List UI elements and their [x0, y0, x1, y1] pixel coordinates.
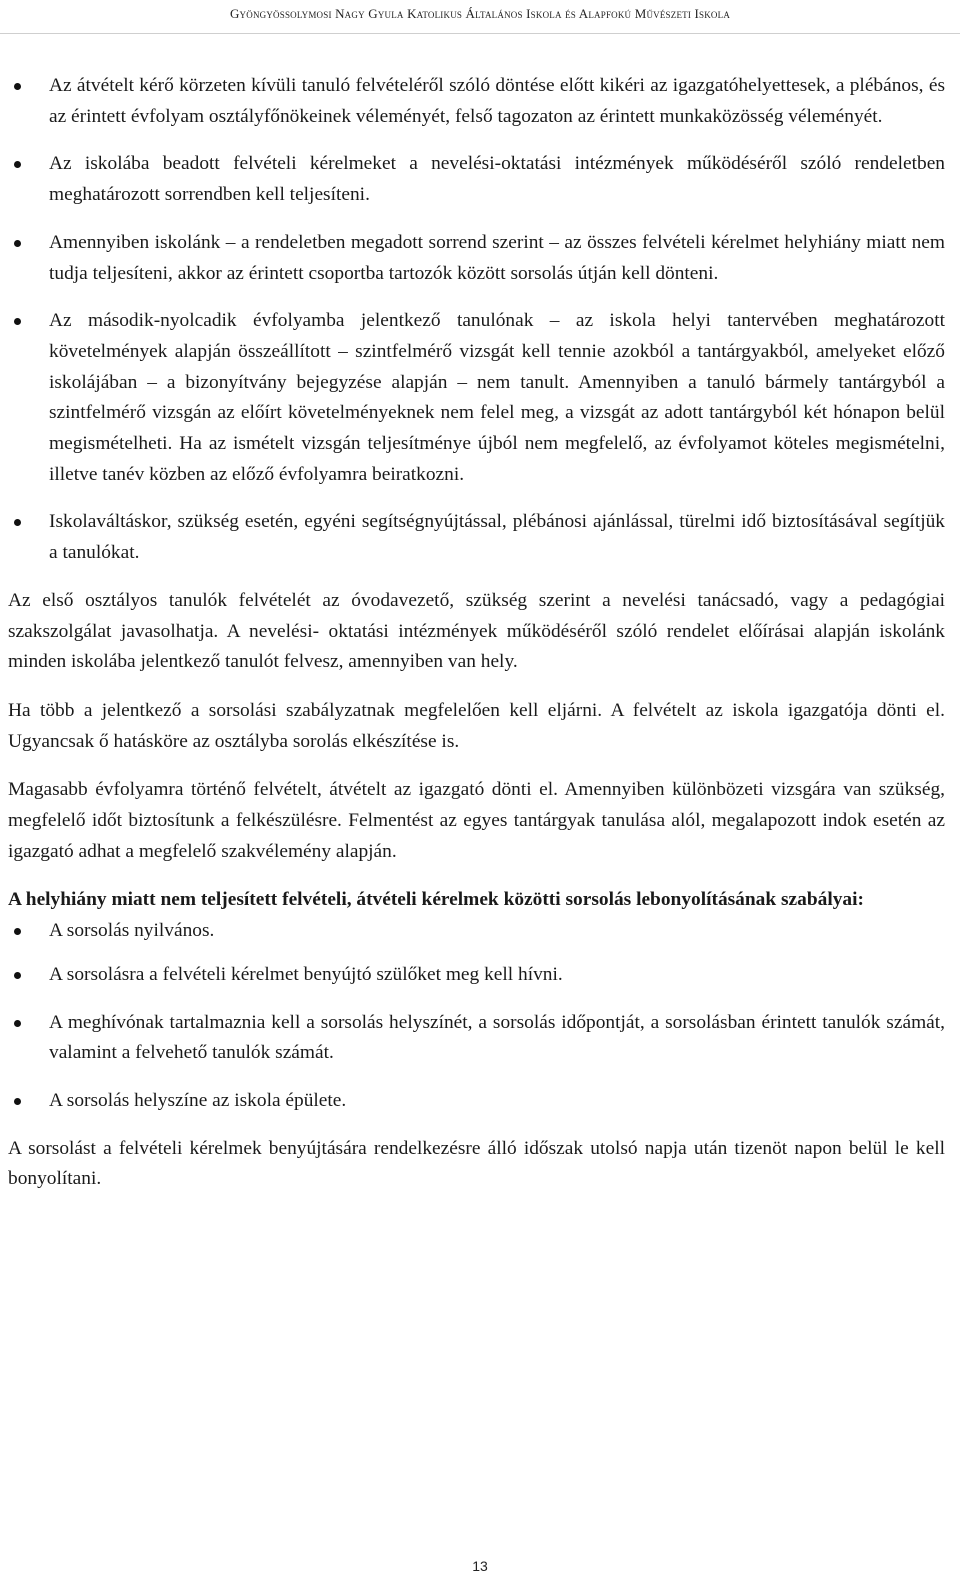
list-item: Amennyiben iskolánk – a rendeletben megadott sorrend szerint – az összes felvételi kérelmet helyhiány miatt nem tudja teljesíteni, akkor az érintett csoportba tartozók között sorsolás útján kell dönteni.: [8, 228, 945, 289]
bullet-icon: [14, 161, 21, 168]
list-item: Iskolaváltáskor, szükség esetén, egyéni segítségnyújtással, plébánosi ajánlással, türelmi idő biztosításával segítjük a tanulókat.: [8, 507, 945, 568]
bullet-icon: [14, 928, 21, 935]
paragraph-first-grade: Az első osztályos tanulók felvételét az óvodavezető, szükség szerint a nevelési tanácsadó, vagy a pedagógiai szakszolgálat javasolhatja. A nevelési- oktatási intézmények működéséről szóló rendelet előírásai alapján iskolánk minden iskolába jelentkező tanulót felvesz, amennyiben van hely.: [8, 589, 945, 673]
page-number: 13: [472, 1558, 488, 1574]
list-item: A sorsolásra a felvételi kérelmet benyújtó szülőket meg kell hívni.: [8, 960, 945, 991]
section-heading: A helyhiány miatt nem teljesített felvételi, átvételi kérelmek közötti sorsolás lebonyolításának szabályai:: [8, 889, 864, 911]
paragraph-higher-grade: Magasabb évfolyamra történő felvételt, átvételt az igazgató dönti el. Amennyiben különbözeti vizsgára van szükség, megfelelő időt biztosítunk a felkészülésre. Felmentést az egyes tantárgyak tanulása alól, megalapozott indok esetén az igazgató adhat a megfelelő szakvélemény alapján.: [8, 779, 945, 862]
bullet-icon: [14, 519, 21, 526]
bullet-icon: [14, 972, 21, 979]
paragraph-lottery: Ha több a jelentkező a sorsolási szabályzatnak megfelelően kell eljárni. A felvételt az iskola igazgatója dönti el. Ugyancsak ő hatásköre az osztályba sorolás elkészítése is.: [8, 699, 945, 752]
bullet-icon: [14, 1020, 21, 1027]
document-body: [8, 71, 945, 1213]
list-item: Az iskolába beadott felvételi kérelmeket a nevelési-oktatási intézmények működéséről szóló rendeletben meghatározott sorrendben kell teljesíteni.: [8, 149, 945, 210]
list-item: A meghívónak tartalmaznia kell a sorsolás helyszínét, a sorsolás időpontját, a sorsolásban érintett tanulók számát, valamint a felvehető tanulók számát.: [8, 1008, 945, 1069]
bullet-icon: [14, 1098, 21, 1105]
closing-paragraph: A sorsolást a felvételi kérelmek benyújtására rendelkezésre álló időszak utolsó napja után tizenöt napon belül le kell bonyolítani.: [8, 1137, 945, 1190]
running-header: Gyöngyössolymosi Nagy Gyula Katolikus Általános Iskola és Alapfokú Művészeti Iskola: [229, 6, 731, 21]
list-item: Az átvételt kérő körzeten kívüli tanuló felvételéről szóló döntése előtt kikéri az igazgatóhelyettesek, a plébános, és az érintett évfolyam osztályfőnökeinek véleményét, felső tagozaton az érintett munkaközösség véleményét.: [8, 71, 945, 132]
list-item: A sorsolás nyilvános.: [8, 916, 945, 947]
header-divider: [0, 33, 960, 34]
list-item: Az második-nyolcadik évfolyamba jelentkező tanulónak – az iskola helyi tantervében meghatározott követelmények alapján összeállított – szintfelmérő vizsgát kell tennie azokból a tantárgyakból, amelyeket előző iskolájában – a bizonyítvány bejegyzése alapján – nem tanult. Amennyiben a tanuló bármely tantárgyból a szintfelmérő vizsgán az előírt követelményeknek nem felel meg, a vizsgát az adott tantárgyból két hónapon belül megismételheti. Ha az ismételt vizsgán teljesítménye újból nem megfelelő, az évfolyamot köteles megismételni, illetve tanév közben az előző évfolyamra beiratkozni.: [8, 306, 945, 490]
list-item: A sorsolás helyszíne az iskola épülete.: [8, 1086, 945, 1117]
admission-rules-list: [8, 71, 945, 569]
bullet-icon: [14, 83, 21, 90]
bullet-icon: [14, 240, 21, 247]
lottery-rules-list: [8, 916, 945, 1117]
bullet-icon: [14, 318, 21, 325]
